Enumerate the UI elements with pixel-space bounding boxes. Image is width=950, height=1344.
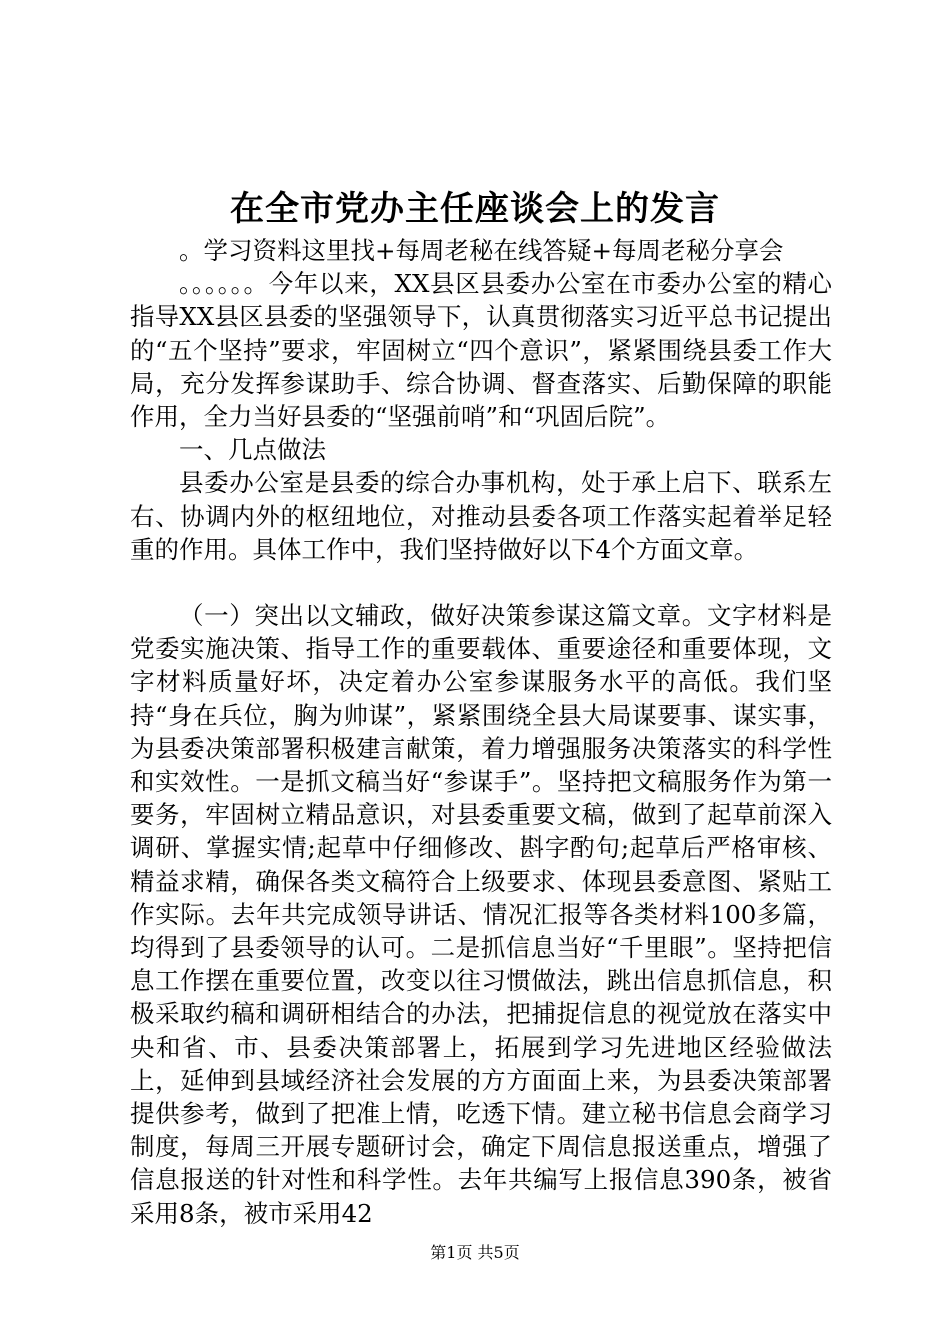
section-heading: 一、几点做法 — [179, 435, 326, 465]
document-body — [130, 234, 832, 1230]
page-footer: 第1页 共5页 — [430, 1243, 520, 1262]
opening-paragraph: 。。。。。。今年以来，XX县区县委办公室在市委办公室的精心指导XX县区县委的坚强领导下，认真贯彻落实习近平总书记提出的“五个坚持”要求，牢固树立“四个意识”，紧紧围绕县委工作大局，充分发挥参谋助手、综合协调、督查落实、后勤保障的职能作用，全力当好县委的“坚强前哨”和“巩固后院”。 — [130, 269, 832, 432]
section-intro-paragraph: 县委办公室是县委的综合办事机构，处于承上启下、联系左右、协调内外的枢纽地位，对推动县委各项工作落实起着举足轻重的作用。具体工作中，我们坚持做好以下4个方面文章。 — [130, 468, 832, 564]
document-title: 在全市党办主任座谈会上的发言 — [230, 189, 720, 229]
subsection-paragraph: （一）突出以文辅政，做好决策参谋这篇文章。文字材料是党委实施决策、指导工作的重要载体、重要途径和重要体现，文字材料质量好坏，决定着办公室参谋服务水平的高低。我们坚持“身在兵位，胸为帅谋”，紧紧围绕全县大局谋要事、谋实事，为县委决策部署积极建言献策，着力增强服务决策落实的科学性和实效性。一是抓文稿当好“参谋手”。坚持把文稿服务作为第一要务，牢固树立精品意识，对县委重要文稿，做到了起草前深入调研、掌握实情;起草中仔细修改、斟字酌句;起草后严格审核、精益求精，确保各类文稿符合上级要求、体现县委意图、紧贴工作实际。去年共完成领导讲话、情况汇报等各类材料100多篇，均得到了县委领导的认可。二是抓信息当好“千里眼”。坚持把信息工作摆在重要位置，改变以往习惯做法，跳出信息抓信息，积极采取约稿和调研相结合的办法，把捕捉信息的视觉放在落实中央和省、市、县委决策部署上，拓展到学习先进地区经验做法上，延伸到县域经济社会发展的方方面面上来，为县委决策部署提供参考，做到了把准上情，吃透下情。建立秘书信息会商学习制度，每周三开展专题研讨会，确定下周信息报送重点，增强了信息报送的针对性和科学性。去年共编写上报信息390条，被省采用8条，被市采用42 — [130, 601, 832, 1228]
intro-line: 。学习资料这里找+每周老秘在线答疑+每周老秘分享会 — [179, 236, 784, 265]
